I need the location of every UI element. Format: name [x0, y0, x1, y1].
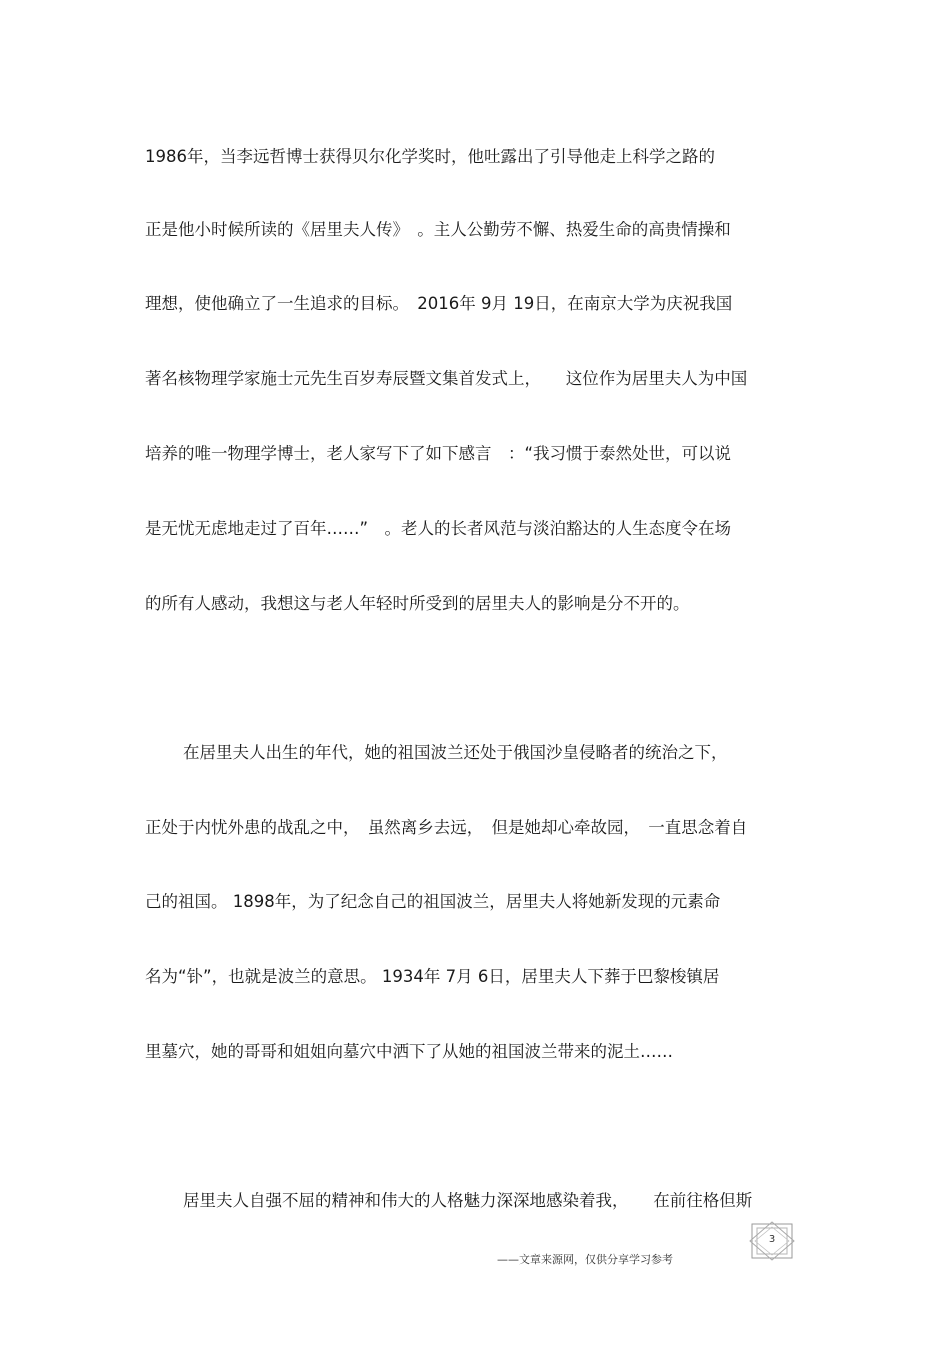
paragraph-1-line-2: 正是他小时候所读的《居里夫人传》 。主人公勤劳不懈、热爱生命的高贵情操和 [145, 220, 731, 239]
paragraph-3-line-1: 居里夫人自强不屈的精神和伟大的人格魅力深深地感染着我， 在前往格但斯 [183, 1191, 753, 1210]
page-number: 3 [768, 1234, 776, 1245]
paragraph-1-line-5: 培养的唯一物理学博士，老人家写下了如下感言 ：“我习惯于泰然处世，可以说 [145, 444, 732, 463]
paragraph-2-line-3: 己的祖国。 1898年，为了纪念自己的祖国波兰，居里夫人将她新发现的元素命 [145, 892, 721, 911]
paragraph-2-line-1: 在居里夫人出生的年代，她的祖国波兰还处于俄国沙皇侵略者的统治之下， [183, 743, 728, 762]
footer-source-note: ——文章来源网，仅供分享学习参考 [497, 1253, 673, 1266]
paragraph-1-line-7: 的所有人感动，我想这与老人年轻时所受到的居里夫人的影响是分不开的。 [145, 594, 690, 613]
paragraph-1-line-6: 是无忧无虑地走过了百年……” 。老人的长者风范与淡泊豁达的人生态度令在场 [145, 519, 732, 538]
paragraph-1-line-3: 理想，使他确立了一生追求的目标。 2016年 9月 19日，在南京大学为庆祝我国 [145, 294, 733, 313]
paragraph-2-line-4: 名为“钋”，也就是波兰的意思。 1934年 7月 6日，居里夫人下葬于巴黎梭镇居 [145, 967, 720, 986]
paragraph-2-line-2: 正处于内忧外患的战乱之中， 虽然离乡去远， 但是她却心牵故园， 一直思念着自 [145, 818, 748, 837]
paragraph-1-line-1: 1986年，当李远哲博士获得贝尔化学奖时，他吐露出了引导他走上科学之路的 [145, 147, 715, 166]
page-number-badge [749, 1221, 795, 1261]
paragraph-2-line-5: 里墓穴，她的哥哥和姐姐向墓穴中洒下了从她的祖国波兰带来的泥土…… [145, 1042, 673, 1061]
paragraph-1-line-4: 著名核物理学家施士元先生百岁寿辰暨文集首发式上， 这位作为居里夫人为中国 [145, 369, 748, 388]
